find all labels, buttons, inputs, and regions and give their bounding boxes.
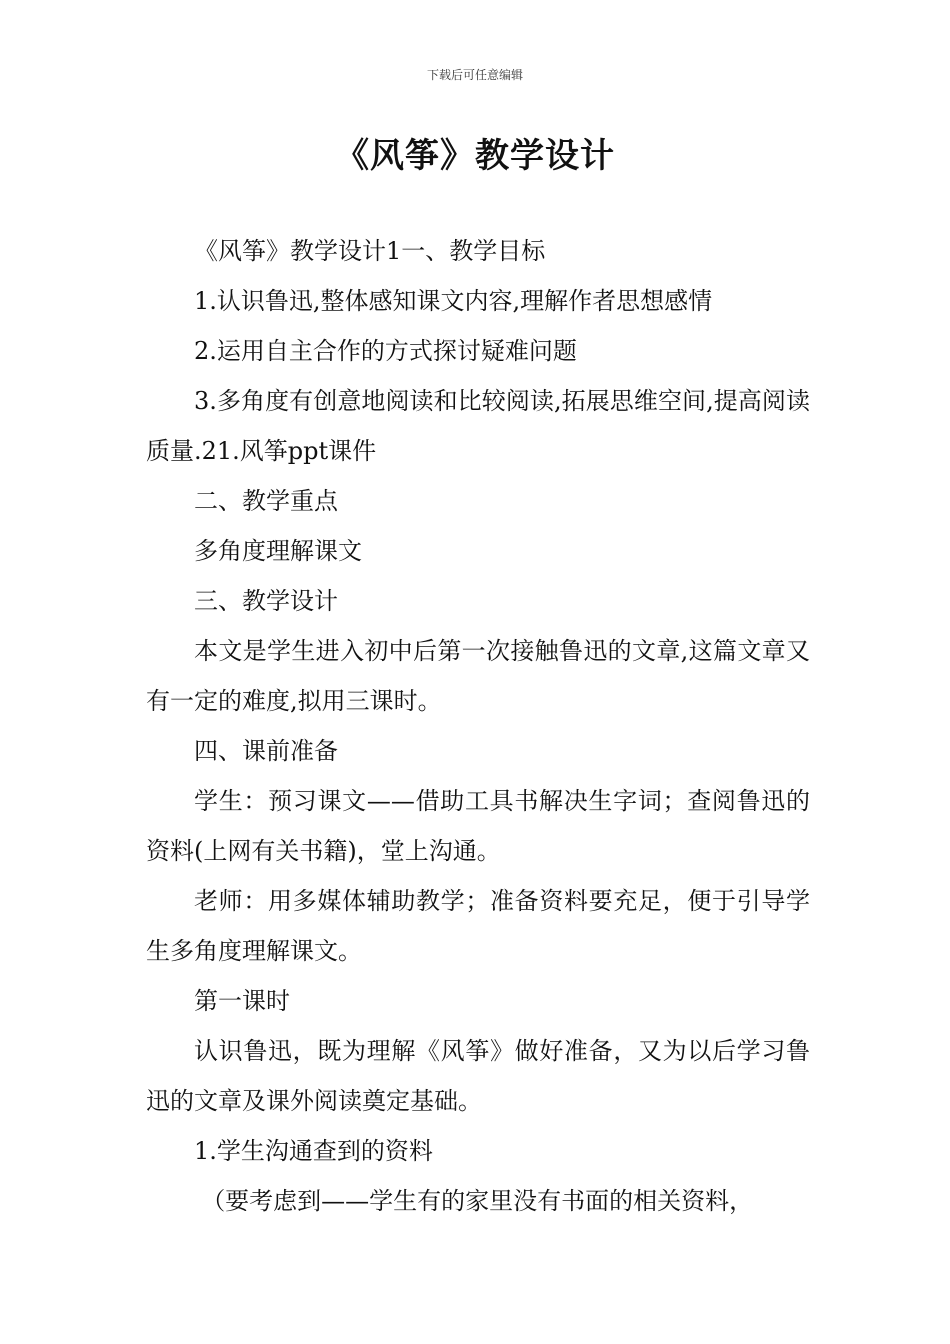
paragraph-teacher-prep: 老师：用多媒体辅助教学；准备资料要充足，便于引导学生多角度理解课文。 [146,887,810,965]
paragraph-intro: 《风筝》教学设计1一、教学目标 [194,237,546,265]
paragraph-goal-3: 3.多角度有创意地阅读和比较阅读,拓展思维空间,提高阅读质量.21.风筝ppt课件 [146,387,810,465]
paragraph-goal-2: 2.运用自主合作的方式探讨疑难问题 [194,337,577,365]
document-body [146,226,810,1226]
paragraph-first-lesson: 认识鲁迅，既为理解《风筝》做好准备，又为以后学习鲁迅的文章及课外阅读奠定基础。 [146,1037,810,1115]
document-title: 《风筝》教学设计 [335,136,615,176]
header-note: 下载后可任意编辑 [426,68,523,82]
paragraph-step-1: 1.学生沟通查到的资料 [194,1137,433,1165]
paragraph-goal-1: 1.认识鲁迅,整体感知课文内容,理解作者思想感情 [194,287,713,315]
paragraph-design: 本文是学生进入初中后第一次接触鲁迅的文章,这篇文章又有一定的难度,拟用三课时。 [146,637,810,715]
section-heading-preparation: 四、课前准备 [194,737,338,765]
section-heading-first-lesson: 第一课时 [194,987,290,1015]
paragraph-key-points: 多角度理解课文 [194,537,362,565]
section-heading-key-points: 二、教学重点 [194,487,338,515]
paragraph-step-1-note: （要考虑到——学生有的家里没有书面的相关资料， [201,1187,754,1215]
paragraph-student-prep: 学生：预习课文——借助工具书解决生字词；查阅鲁迅的资料(上网有关书籍)，堂上沟通。 [146,787,810,865]
section-heading-design: 三、教学设计 [194,587,338,615]
